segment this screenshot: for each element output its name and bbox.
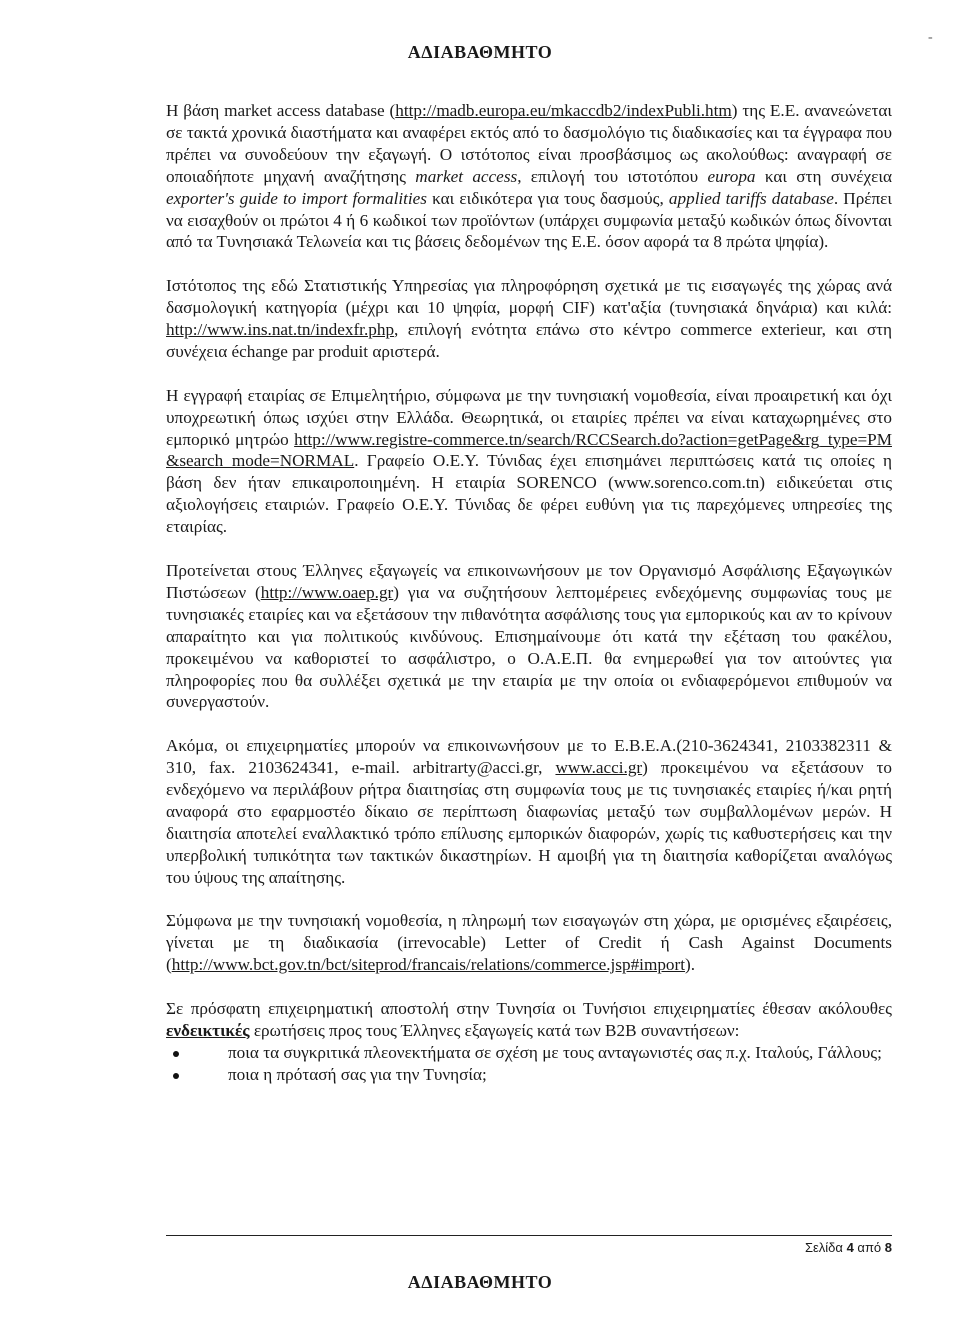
page-number	[706, 1240, 892, 1255]
paragraph-chamber-registration	[166, 385, 892, 538]
page-prefix: Σελίδα	[804, 1240, 843, 1255]
text: Σε πρόσφατη επιχειρηματική αποστολή στην Τυνησία οι Τυνήσιοι επιχειρηματίες έθεσαν ακόλουθες	[166, 999, 892, 1019]
text: και ειδικότερα για τους δασμούς,	[427, 188, 669, 208]
acci-link[interactable]: www.acci.gr	[555, 758, 643, 778]
italic-text: market access	[415, 166, 518, 186]
corner-mark: -	[928, 30, 933, 45]
bold-underlined-text: ενδεικτικές	[166, 1020, 250, 1040]
text: Η βάση market access database (	[166, 101, 396, 120]
list-item	[166, 1042, 892, 1064]
italic-text: applied tariffs database	[668, 188, 834, 208]
text: Ακόμα, οι επιχειρηματίες μπορούν να επικοινωνήσουν με το Ε.Β.Ε.Α.(210-3624341, 2103382311 & 310, fax. 2103624341, e-mail. arbitrarty@acci.gr,	[166, 736, 892, 778]
list-item	[166, 1064, 892, 1086]
text: Σύμφωνα με την τυνησιακή νομοθεσία, η πληρωμή των εισαγωγών στη χώρα, με ορισμένες εξαιρέσεις, γίνεται με τη διαδικασία (irrevocable) Letter of Credit ή Cash Against Documents (	[166, 911, 892, 975]
paragraph-b2b-questions	[166, 998, 892, 1042]
bullet-icon	[173, 1073, 179, 1079]
text: Η εγγραφή εταιρίας σε Επιμελητήριο, σύμφωνα με την τυνησιακή νομοθεσία, είναι προαιρετική και όχι υποχρεωτική όπως ισχύει στην Ελλάδα. Θεωρητικά, οι εταιρίες πρέπει να είναι καταχωρημένες στο εμπορικό μητρώο	[166, 385, 892, 449]
page-current: 4	[846, 1240, 854, 1255]
text: . Πρέπει να εισαχθούν οι πρώτοι 4 ή 6 κωδικοί των προϊόντων (υπάρχει συμφωνία μεταξύ κωδικών όπως δίνονται από τα Τυνησιακά Τελωνεία και τις βάσεις δεδομένων της Ε.Ε. όσον αφορά τα 8 πρώτα ψηφία).	[166, 188, 893, 252]
page-sep: από	[857, 1240, 882, 1255]
paragraph-market-access	[166, 100, 892, 253]
text: , επιλογή ενότητα επάνω στο κέντρο commerce exterieur, και στη συνέχεια échange par produit αριστερά.	[166, 320, 892, 361]
registre-commerce-link[interactable]: http://www.registre-commerce.tn/search/RCCSearch.do?action=getPage&rg_type=PM&search_mode=NORMAL	[166, 429, 892, 471]
footer-divider	[166, 1235, 892, 1236]
question-list	[166, 1042, 892, 1086]
document-body	[166, 100, 892, 1086]
list-item-text: ποια τα συγκριτικά πλεονεκτήματα σε σχέση με τους ανταγωνιστές σας π.χ. Ιταλούς, Γάλλους;	[228, 1042, 882, 1062]
italic-text: exporter's guide to import formalities	[166, 188, 427, 208]
page-total: 8	[884, 1240, 892, 1255]
list-item-text: ποια η πρότασή σας για την Τυνησία;	[228, 1064, 487, 1084]
bullet-icon	[173, 1051, 179, 1057]
text: ).	[685, 955, 696, 975]
madb-link[interactable]: http://madb.europa.eu/mkaccdb2/indexPubli.htm	[395, 101, 732, 120]
page-footer-classification: ΑΔΙΑΒΑΘΜΗΤΟ	[407, 1272, 553, 1292]
text: Προτείνεται στους Έλληνες εξαγωγείς να επικοινωνήσουν με τον Οργανισμό Ασφάλισης Εξαγωγικών Πιστώσεων (	[166, 560, 892, 602]
text: ) της Ε.Ε. ανανεώνεται σε τακτά χρονικά διαστήματα και αναφέρει εκτός από το δασμολόγιο τις διαδικασίες και τα έγγραφα που πρέπει να συνοδεύουν την εξαγωγή. Ο ιστότοπος είναι προσβάσιμος ως ακολούθως: αναγραφή σε οποιαδήποτε μηχανή αναζήτησης	[166, 101, 893, 186]
italic-text: europa	[707, 166, 756, 186]
bct-link[interactable]: http://www.bct.gov.tn/bct/siteprod/francais/relations/commerce.jsp#import	[171, 955, 686, 975]
oaep-link[interactable]: http://www.oaep.gr	[260, 582, 394, 602]
text: Ιστότοπος της εδώ Στατιστικής Υπηρεσίας για πληροφόρηση σχετικά με τις εισαγωγές της χώρας ανά δασμολογική κατηγορία (μέχρι και 10 ψηφία, μορφή CIF) κατ'αξία (τυνησιακά δηνάρια) και κιλά:	[166, 276, 892, 318]
text: ) προκειμένου να εξετάσουν το ενδεχόμενο να περιλάβουν ρήτρα διαιτησίας στη συμφωνία τους με τις τυνησιακές εταιρίες ή/και ρητή αναφορά στο εφαρμοστέο δίκαιο σε περίπτωση διαφωνίας μεταξύ των συμβαλλομένων μερών. Η διαιτησία αποτελεί εναλλακτικό τρόπο επίλυσης εμπορικών διαφορών, χωρίς τις καθυστερήσεις και την υπερβολική τυπικότητα των τακτικών δικαστηρίων. Η αμοιβή για τη διαιτησία καθορίζεται αναλόγως του ύψους της απαίτησης.	[166, 758, 892, 887]
text: . Γραφείο Ο.Ε.Υ. Τύνιδας έχει επισημάνει περιπτώσεις κατά τις οποίες η βάση δεν ήταν επικαιροποιημένη. Η εταιρία SORENCO (www.sorenco.com.tn) ειδικεύεται στις αξιολογήσεις εταιριών. Γραφείο Ο.Ε.Υ. Τύνιδας δε φέρει ευθύνη για τις παρεχόμενες υπηρεσίες της εταιρίας.	[166, 451, 892, 537]
paragraph-payment	[166, 910, 892, 976]
paragraph-oaep	[166, 560, 892, 713]
text: ερωτήσεις προς τους Έλληνες εξαγωγείς κατά των B2B συναντήσεων:	[249, 1020, 740, 1040]
text: και στη συνέχεια	[755, 166, 892, 186]
ins-link[interactable]: http://www.ins.nat.tn/indexfr.php	[166, 320, 395, 340]
paragraph-statistics	[166, 275, 892, 363]
text: ) για να συζητήσουν λεπτομέρειες ενδεχόμενης συμφωνίας τους με τυνησιακές εταιρίες και να εξετάσουν την πιθανότητα ασφάλισης τους για εμπορικούς και αν το κρίνουν απαραίτητο και για πολιτικούς κινδύνους. Επισημαίνουμε ότι κατά την εξέταση του φακέλου, προκειμένου να καθοριστεί το ασφάλιστρο, ο Ο.Α.Ε.Π. θα ενημερωθεί για τον αιτούντες για πληροφορίες που θα συλλέξει σχετικά με την εταιρία με την οποία οι ενδιαφερόμενοι επιθυμούν να συνεργαστούν.	[166, 582, 892, 712]
paragraph-arbitration	[166, 735, 892, 888]
text: , επιλογή του ιστοτόπου	[517, 166, 708, 186]
page-header-classification: ΑΔΙΑΒΑΘΜΗΤΟ	[407, 42, 553, 62]
